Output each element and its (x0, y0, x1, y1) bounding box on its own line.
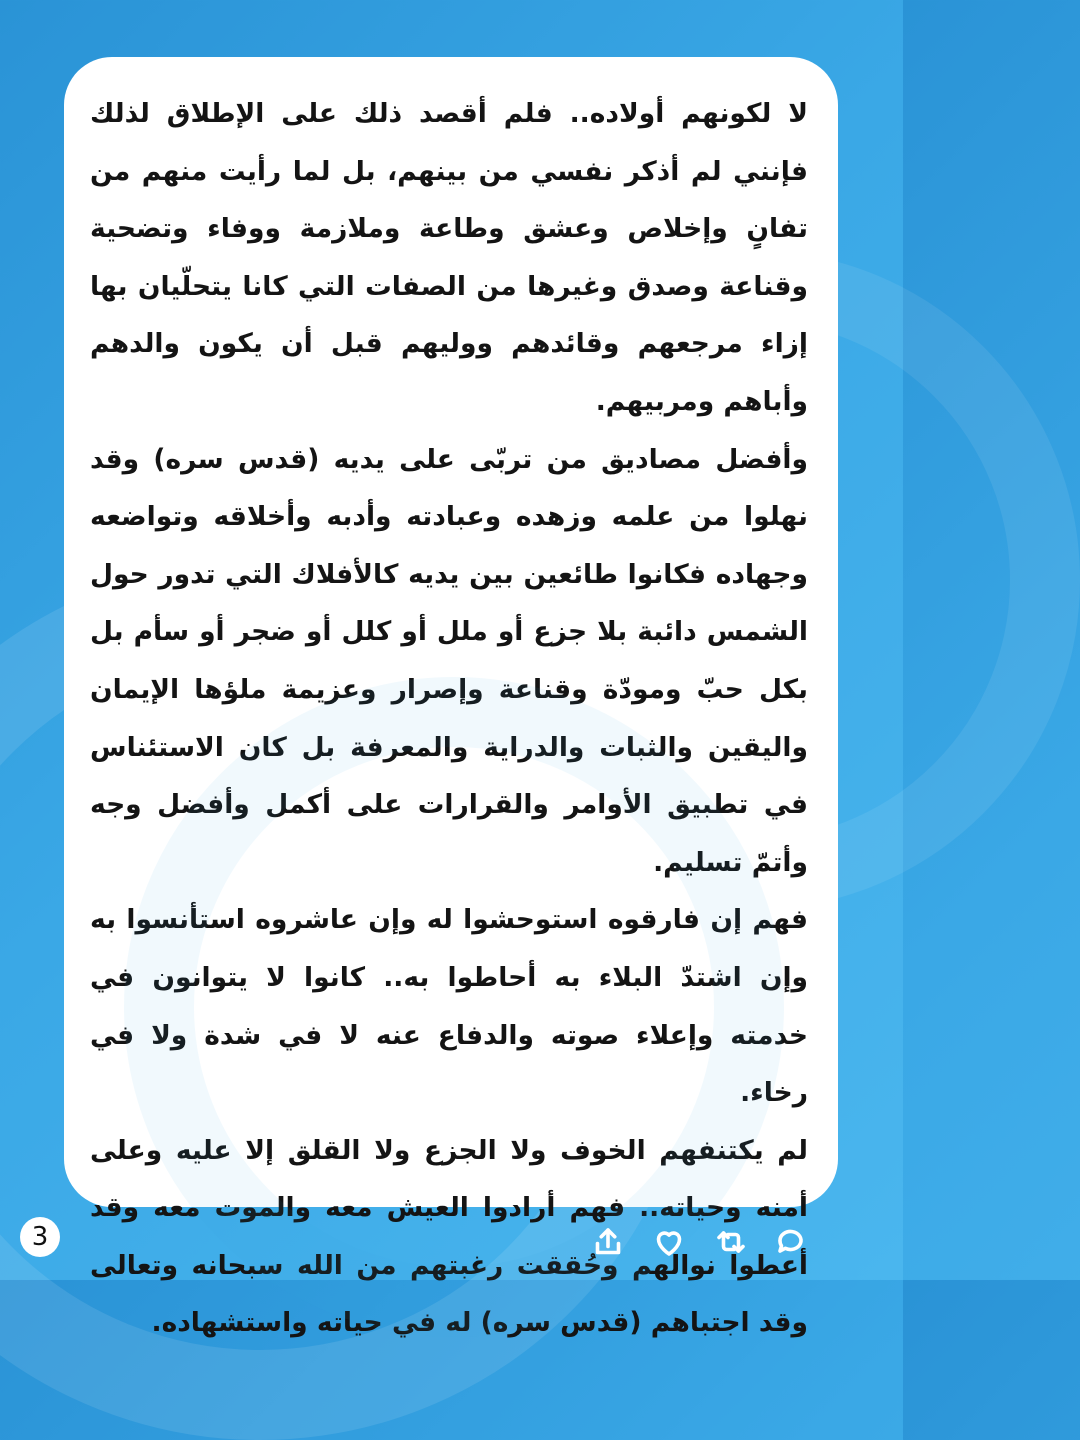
heart-icon[interactable] (651, 1224, 687, 1260)
share-icon[interactable] (590, 1224, 626, 1260)
repost-icon[interactable] (713, 1224, 749, 1260)
paragraph: وأفضل مصاديق من تربّى على يديه (قدس سره) وقد نهلوا من علمه وزهده وعبادته وأدبه وأخلاقه وتواضعه وجهاده فكانوا طائعين بين يديه كالأفلاك التي تدور حول الشمس دائبة بلا جزع أو ملل أو كلل أو ضجر أو سأم بل بكل حبّ ومودّة وقناعة وإصرار وعزيمة ملؤها الإيمان واليقين والثبات والدراية والمعرفة بل كان الاستئناس في تطبيق الأوامر والقرارات على أكمل وأفضل وجه وأتمّ تسليم. (90, 443, 808, 878)
comment-icon[interactable] (774, 1224, 810, 1260)
article-text (90, 85, 808, 1352)
paragraph: لا لكونهم أولاده.. فلم أقصد ذلك على الإطلاق لذلك فإنني لم أذكر نفسي من بينهم، بل لما رأيت منهم من تفانٍ وإخلاص وعشق وطاعة وملازمة ووفاء وتضحية وقناعة وصدق وغيرها من الصفات التي كانا يتحلّيان بها إزاء مرجعهم وقائدهم ووليهم قبل أن يكون والدهم وأباهم ومربيهم. (90, 98, 808, 417)
post-actions (590, 1222, 810, 1262)
page-number-badge: 3 (20, 1217, 60, 1257)
paragraph: فهم إن فارقوه استوحشوا له وإن عاشروه استأنسوا به وإن اشتدّ البلاء به أحاطوا به.. كانوا لا يتوانون في خدمته وإعلاء صوته والدفاع عنه لا في شدة ولا في رخاء. (90, 904, 808, 1109)
text-card (64, 57, 838, 1339)
paragraph: لم يكتنفهم الخوف ولا الجزع ولا القلق إلا عليه وعلى أمنه وحياته.. فهم أرادوا العيش معه والموت معه وقد أعطوا نوالهم وحُققت رغبتهم من الله سبحانه وتعالى وقد اجتباهم (قدس سره) له في حياته واستشهاده. (90, 1134, 808, 1339)
